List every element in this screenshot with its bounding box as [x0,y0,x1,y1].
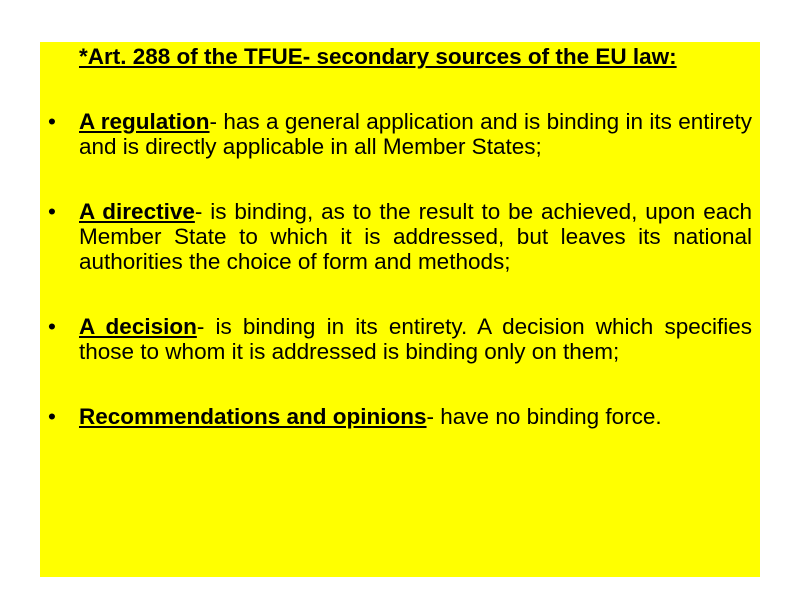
list-item-decision [48,314,752,364]
term-directive: A directive [79,199,195,224]
definition-decision: - is binding in its entirety. A decision which specifies those to whom it is addressed is binding only on them; [79,314,752,364]
term-decision: A decision [79,314,197,339]
term-regulation: A regulation [79,109,210,134]
bullet-icon: • [48,314,56,339]
bullet-icon: • [48,109,56,134]
bullet-icon: • [48,404,56,429]
definition-recommendations-opinions: - have no binding force. [426,404,662,429]
list-item-regulation [48,109,752,159]
list-item-directive [48,199,752,274]
definition-regulation: - has a general application and is binding in its entirety and is directly applicable in all Member States; [79,109,752,159]
term-recommendations-opinions: Recommendations and opinions [79,404,427,429]
bullet-icon: • [48,199,56,224]
list-item-recommendations-opinions [48,404,752,429]
slide-heading: *Art. 288 of the TFUE- secondary sources of the EU law: [79,44,677,69]
definition-directive: - is binding, as to the result to be achieved, upon each Member State to which it is addressed, but leaves its national authorities the choice of form and methods; [79,199,752,274]
slide-content [48,44,752,429]
